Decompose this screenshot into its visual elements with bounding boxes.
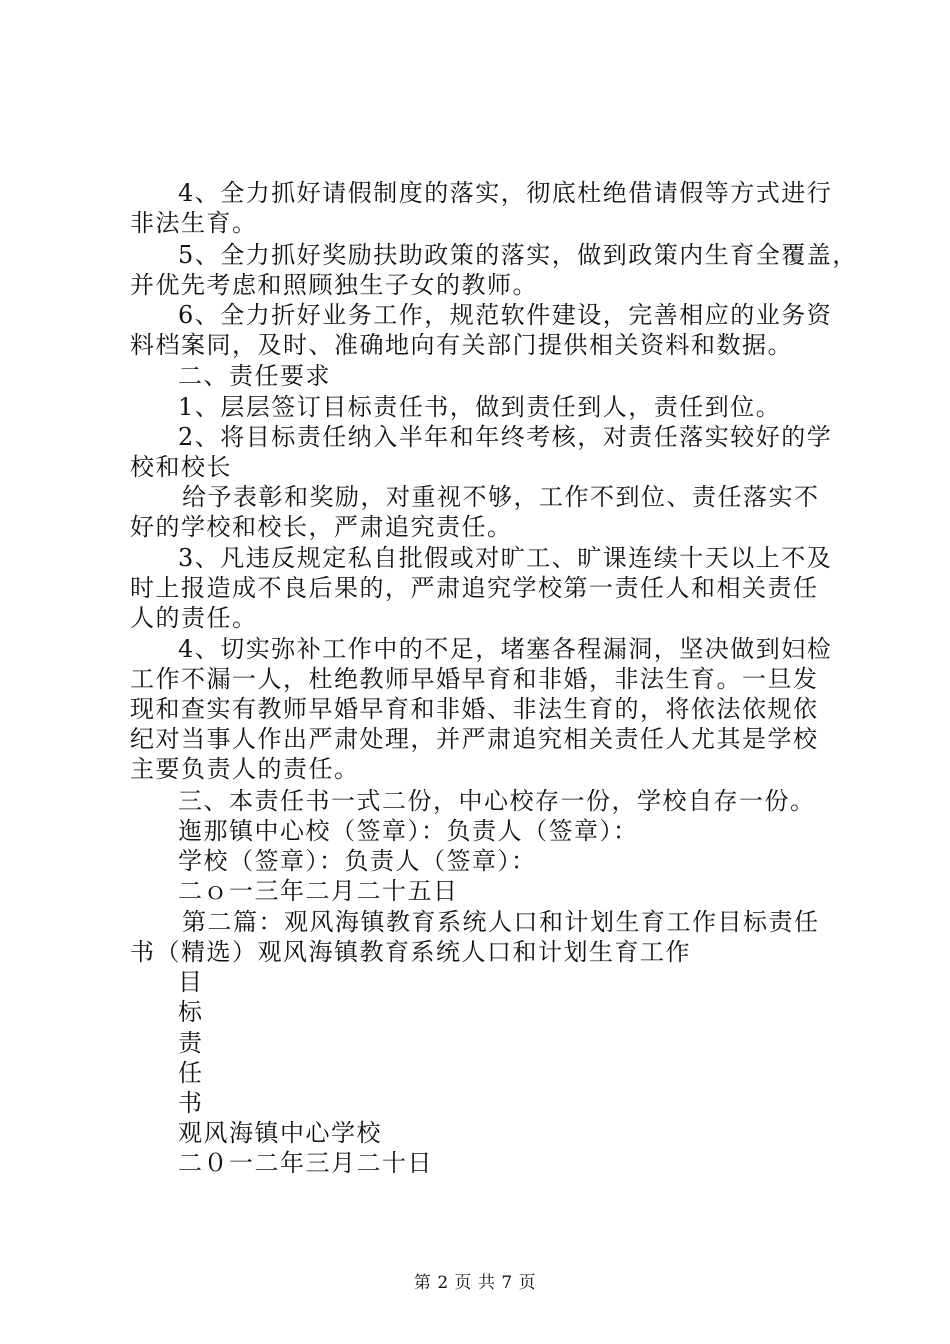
section-title: 第二篇：观风海镇教育系统人口和计划生育工作目标责任 bbox=[182, 908, 820, 936]
section-title: 书（精选）观风海镇教育系统人口和计划生育工作 bbox=[130, 938, 691, 966]
text-line: 3、凡违反规定私自批假或对旷工、旷课连续十天以上不及 bbox=[178, 544, 833, 572]
text-line: 好的学校和校长，严肃追究责任。 bbox=[130, 513, 513, 541]
vertical-char: 书 bbox=[178, 1089, 204, 1117]
text-line: 4、全力抓好请假制度的落实，彻底杜绝借请假等方式进行 bbox=[178, 179, 833, 207]
text-line: 时上报造成不良后果的，严肃追究学校第一责任人和相关责任 bbox=[130, 574, 819, 602]
text-line: 纪对当事人作出严肃处理，并严肃追究相关责任人尤其是学校 bbox=[130, 725, 819, 753]
vertical-char: 目 bbox=[178, 968, 204, 996]
text-line: 校和校长 bbox=[130, 453, 232, 481]
text-line: 三、本责任书一式二份，中心校存一份，学校自存一份。 bbox=[178, 787, 816, 815]
organization-line: 观风海镇中心学校 bbox=[178, 1119, 382, 1147]
text-line: 给予表彰和奖励，对重视不够，工作不到位、责任落实不 bbox=[182, 483, 820, 511]
text-line: 现和查实有教师早婚早育和非婚、非法生育的，将依法依规依 bbox=[130, 695, 819, 723]
text-line: 非法生育。 bbox=[130, 209, 258, 237]
text-line: 人的责任。 bbox=[130, 604, 258, 632]
text-line: 料档案同，及时、准确地向有关部门提供相关资料和数据。 bbox=[130, 331, 793, 359]
section-heading: 二、责任要求 bbox=[178, 362, 331, 390]
text-line: 1、层层签订目标责任书，做到责任到人，责任到位。 bbox=[178, 393, 782, 421]
signature-line: 迤那镇中心校（签章）：负责人（签章）： bbox=[178, 817, 639, 845]
text-line: 并优先考虑和照顾独生子女的教师。 bbox=[130, 271, 538, 299]
date-line: 二ｏ一三年二月二十五日 bbox=[178, 877, 459, 905]
text-line: 5、全力抓好奖励扶助政策的落实，做到政策内生育全覆盖， bbox=[178, 241, 858, 269]
text-line: 4、切实弥补工作中的不足，堵塞各程漏洞，坚决做到妇检 bbox=[178, 635, 833, 663]
page-footer: 第 2 页 共 7 页 bbox=[413, 1273, 537, 1293]
date-line: 二０一二年三月二十日 bbox=[178, 1149, 433, 1177]
vertical-char: 责 bbox=[178, 1029, 204, 1057]
vertical-char: 标 bbox=[178, 998, 204, 1026]
text-line: 主要负责人的责任。 bbox=[130, 755, 360, 783]
text-line: 工作不漏一人，杜绝教师早婚早育和非婚，非法生育。一旦发 bbox=[130, 665, 819, 693]
text-line: 2、将目标责任纳入半年和年终考核，对责任落实较好的学 bbox=[178, 423, 833, 451]
text-line: 6、全力折好业务工作，规范软件建设，完善相应的业务资 bbox=[178, 301, 833, 329]
signature-line: 学校（签章）：负责人（签章）： bbox=[178, 847, 537, 875]
vertical-char: 任 bbox=[178, 1059, 204, 1087]
